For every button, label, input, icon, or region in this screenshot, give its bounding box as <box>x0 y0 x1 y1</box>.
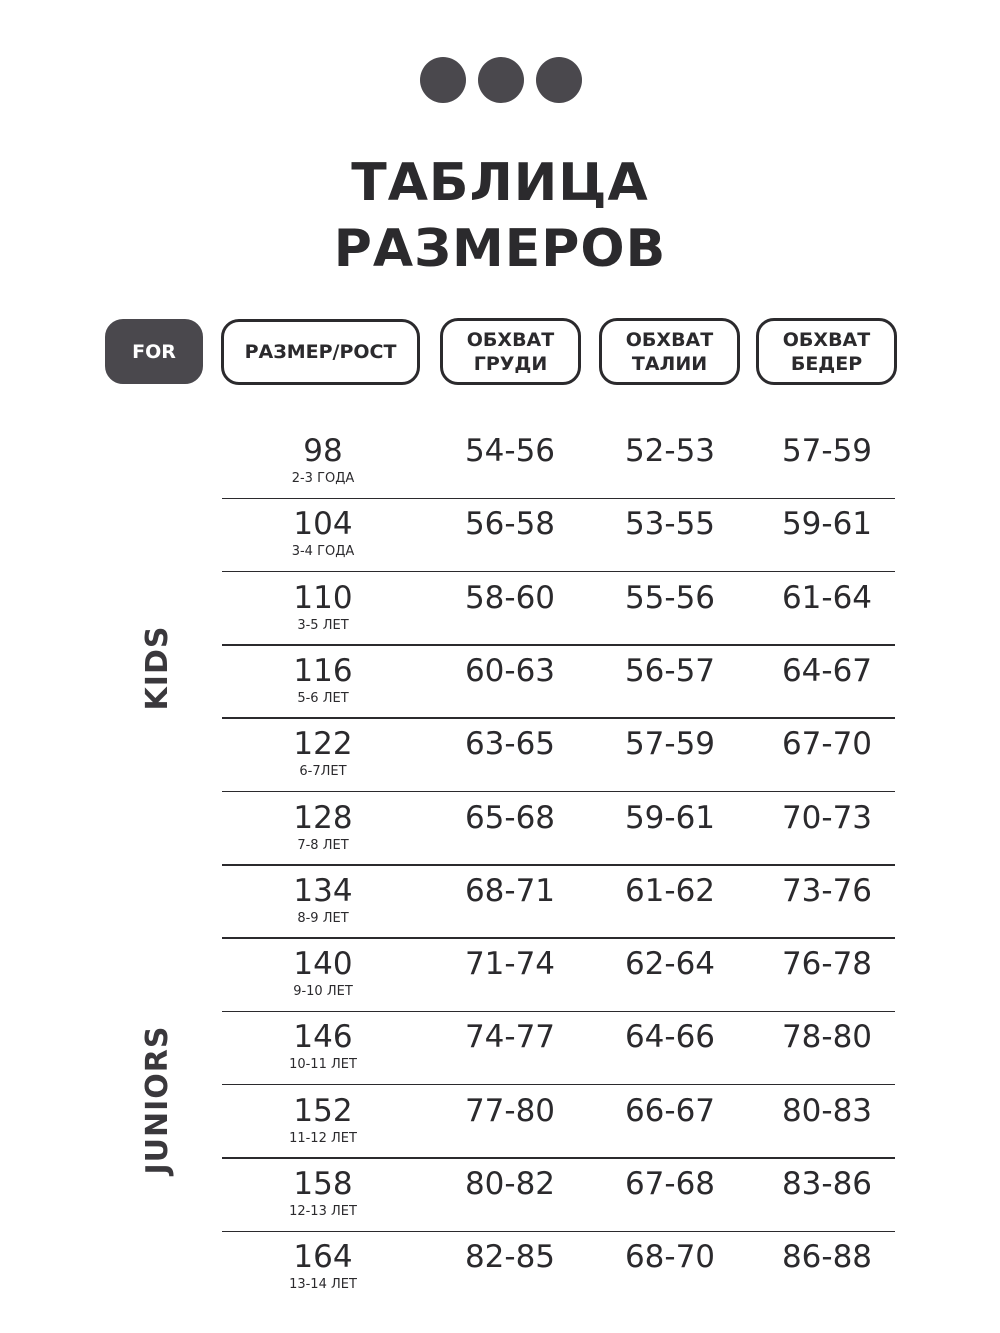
size-value: 134 <box>293 872 353 909</box>
header-size-label: РАЗМЕР/РОСТ <box>244 341 397 363</box>
group-label-kids: KIDS <box>140 625 175 711</box>
size-value: 158 <box>293 1166 353 1202</box>
waist-value: 53-55 <box>624 506 716 543</box>
for-label: FOR <box>132 340 176 363</box>
size-value: 146 <box>293 1019 353 1056</box>
decorative-dots <box>420 57 582 103</box>
table-row <box>222 1086 895 1159</box>
hip-value: 57-59 <box>781 433 873 469</box>
waist-value: 55-56 <box>624 579 716 616</box>
title-line-1: ТАБЛИЦА <box>351 153 649 213</box>
chest-value: 77-80 <box>464 1092 556 1129</box>
group-label-juniors: JUNIORS <box>140 1025 175 1175</box>
header-waist-label: ОБХВАТ ТАЛИИ <box>625 328 714 375</box>
waist-value: 66-67 <box>624 1092 716 1129</box>
size-value: 128 <box>293 799 353 836</box>
title-line-2: РАЗМЕРОВ <box>333 219 667 279</box>
waist-value: 68-70 <box>624 1239 716 1276</box>
hip-value: 61-64 <box>781 579 873 616</box>
waist-value: 67-68 <box>624 1166 716 1202</box>
hip-value: 86-88 <box>781 1239 873 1276</box>
hip-value: 67-70 <box>781 726 873 763</box>
table-row <box>222 426 895 499</box>
chest-value: 71-74 <box>464 946 556 983</box>
table-row <box>222 793 895 866</box>
chest-value: 54-56 <box>464 433 556 469</box>
chest-value: 60-63 <box>464 652 556 689</box>
hip-value: 78-80 <box>781 1019 873 1056</box>
waist-value: 56-57 <box>624 652 716 689</box>
table-row <box>222 573 895 646</box>
waist-value: 62-64 <box>624 946 716 983</box>
hip-value: 80-83 <box>781 1092 873 1129</box>
age-value: 12-13 ЛЕТ <box>289 1204 357 1219</box>
age-value: 11-12 ЛЕТ <box>289 1130 357 1146</box>
age-value: 8-9 ЛЕТ <box>297 910 349 926</box>
age-value: 7-8 ЛЕТ <box>297 837 349 853</box>
age-value: 9-10 ЛЕТ <box>293 984 353 1000</box>
hip-value: 83-86 <box>781 1166 873 1202</box>
page-title <box>0 150 1000 282</box>
table-row <box>222 1232 895 1305</box>
age-value: 2-3 ГОДА <box>291 471 355 486</box>
header-hip <box>756 318 897 385</box>
dot-2 <box>478 57 524 103</box>
table-row <box>222 1159 895 1232</box>
waist-value: 57-59 <box>624 726 716 763</box>
hip-value: 70-73 <box>781 799 873 836</box>
table-row <box>222 1012 895 1085</box>
hip-value: 73-76 <box>781 872 873 909</box>
chest-value: 56-58 <box>464 506 556 543</box>
size-value: 164 <box>293 1239 353 1276</box>
table-row <box>222 499 895 572</box>
dot-1 <box>420 57 466 103</box>
waist-value: 59-61 <box>624 799 716 836</box>
for-badge <box>105 319 203 384</box>
header-chest-label: ОБХВАТ ГРУДИ <box>466 328 555 375</box>
size-value: 104 <box>293 506 353 543</box>
size-value: 140 <box>293 946 353 983</box>
header-chest <box>440 318 581 385</box>
hip-value: 64-67 <box>781 652 873 689</box>
size-value: 98 <box>303 433 343 469</box>
hip-value: 76-78 <box>781 946 873 983</box>
waist-value: 52-53 <box>624 433 716 469</box>
chest-value: 82-85 <box>464 1239 556 1276</box>
age-value: 3-5 ЛЕТ <box>297 617 349 633</box>
waist-value: 64-66 <box>624 1019 716 1056</box>
size-value: 122 <box>293 726 353 763</box>
age-value: 5-6 ЛЕТ <box>297 690 349 706</box>
chest-value: 63-65 <box>464 726 556 763</box>
chest-value: 58-60 <box>464 579 556 616</box>
hip-value: 59-61 <box>781 506 873 543</box>
table-row <box>222 646 895 719</box>
chest-value: 65-68 <box>464 799 556 836</box>
dot-3 <box>536 57 582 103</box>
waist-value: 61-62 <box>624 872 716 909</box>
size-value: 152 <box>293 1092 353 1129</box>
chest-value: 80-82 <box>464 1166 556 1202</box>
header-hip-label: ОБХВАТ БЕДЕР <box>782 328 871 375</box>
size-value: 110 <box>293 579 353 616</box>
table-row <box>222 939 895 1012</box>
table-row <box>222 866 895 939</box>
table-row <box>222 719 895 792</box>
header-size <box>221 319 420 385</box>
age-value: 13-14 ЛЕТ <box>289 1277 357 1293</box>
age-value: 3-4 ГОДА <box>291 544 355 560</box>
size-value: 116 <box>293 652 353 689</box>
age-value: 10-11 ЛЕТ <box>289 1057 357 1073</box>
age-value: 6-7ЛЕТ <box>299 764 347 780</box>
header-waist <box>599 318 740 385</box>
chest-value: 74-77 <box>464 1019 556 1056</box>
chest-value: 68-71 <box>464 872 556 909</box>
